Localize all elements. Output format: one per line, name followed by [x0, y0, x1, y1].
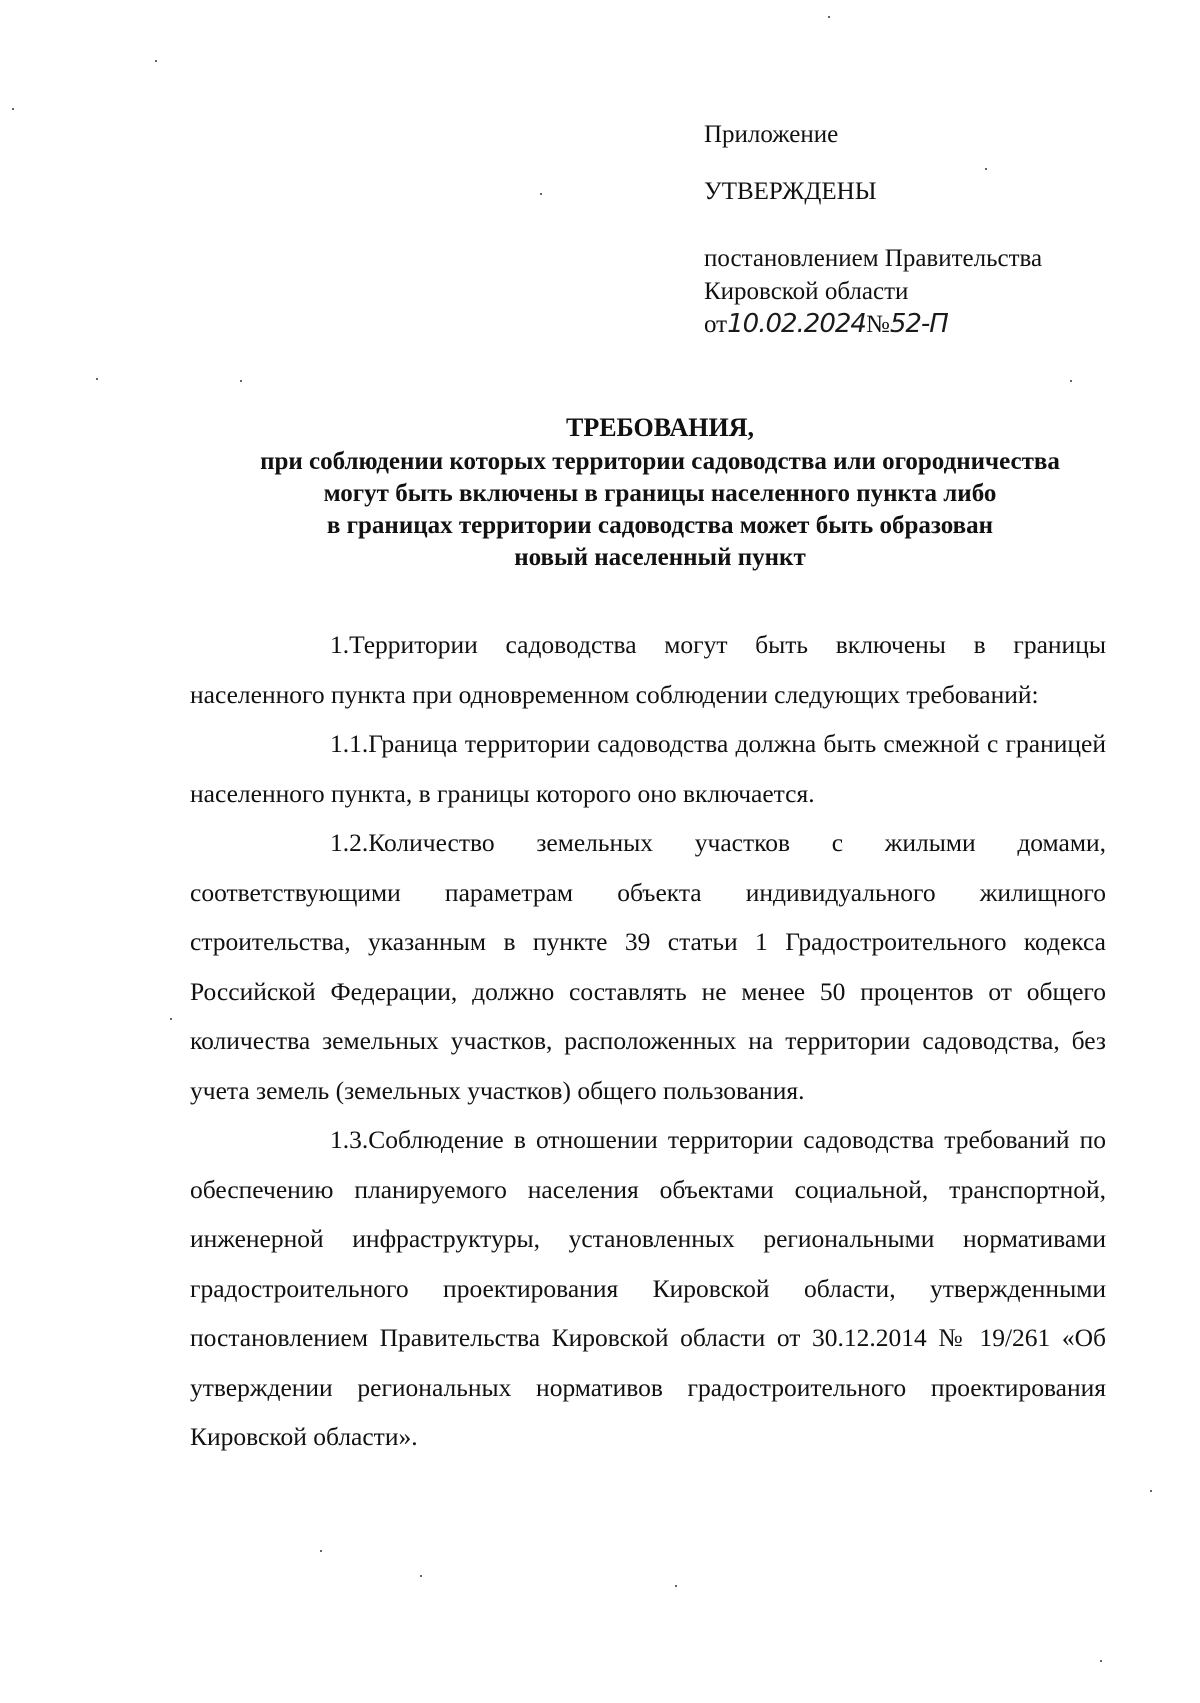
decree-number-handwritten: 52-П: [889, 309, 948, 339]
title-line-2: могут быть включены в границы населенного пункта либо: [323, 480, 997, 507]
title-line-4: новый населенный пункт: [514, 544, 806, 571]
clause-1: [190, 620, 1106, 719]
decree-from: от: [704, 311, 728, 338]
scan-speck: [985, 168, 987, 170]
decree-line-1: постановлением Правительства: [704, 245, 1043, 272]
scan-speck: [420, 1575, 422, 1577]
clause-text: Граница территории садоводства должна быть смежной с границей населенного пункта, в границы которого оно включается.: [190, 729, 1106, 808]
appendix-label: Приложение: [704, 121, 839, 148]
appendix-block: [704, 118, 1042, 341]
scan-speck: [675, 1585, 677, 1587]
title-line-1: при соблюдении которых территории садоводства или огородничества: [260, 448, 1060, 475]
decree-date-handwritten: 10.02.2024: [727, 309, 866, 339]
clause-number: 1.2.: [330, 828, 369, 857]
clause-text: Территории садоводства могут быть включены в границы населенного пункта при одновременном соблюдении следующих требований:: [190, 630, 1106, 709]
clause-text: Соблюдение в отношении территории садоводства требований по обеспечению планируемого населения объектами социальной, транспортной, инженерной инфраструктуры, установленных региональными нормативами градостроительного проектирования Кировской области, утвержденными постановлением Правительства Кировской области от 30.12.2014 № 19/261 «Об утверждении региональных нормативов градостроительного проектирования Кировской области».: [190, 1125, 1106, 1451]
scan-speck: [12, 108, 14, 110]
scan-speck: [1150, 1490, 1152, 1492]
scan-speck: [155, 60, 157, 62]
decree-line-2: Кировской области: [704, 278, 909, 305]
scan-speck: [1070, 380, 1072, 382]
clause-number: 1.3.: [330, 1125, 369, 1154]
scan-speck: [828, 16, 830, 18]
decree-reference: [704, 308, 1042, 341]
decree-number-sign: №: [865, 311, 890, 338]
title-main: ТРЕБОВАНИЯ,: [565, 413, 754, 442]
document-title: [180, 412, 1140, 574]
scan-speck: [1100, 1660, 1102, 1662]
document-body: [190, 620, 1106, 1462]
clause-text: Количество земельных участков с жилыми домами, соответствующими параметрам объекта индивидуального жилищного строительства, указанным в пункте 39 статьи 1 Градостроительного кодекса Российской Федерации, должно составлять не менее 50 процентов от общего количества земельных участков, расположенных на территории садоводства, без учета земель (земельных участков) общего пользования.: [190, 828, 1106, 1105]
clause-number: 1.1.: [330, 729, 369, 758]
title-line-3: в границах территории садоводства может быть образован: [326, 512, 994, 539]
scan-speck: [96, 378, 98, 380]
clause-1-1: [190, 719, 1106, 818]
scan-speck: [240, 380, 242, 382]
scan-speck: [540, 193, 542, 195]
scan-speck: [320, 1550, 322, 1552]
clause-1-3: [190, 1115, 1106, 1462]
scan-speck: [170, 1018, 172, 1020]
clause-1-2: [190, 818, 1106, 1115]
approved-label: УТВЕРЖДЕНЫ: [704, 178, 877, 205]
clause-number: 1.: [330, 630, 350, 659]
